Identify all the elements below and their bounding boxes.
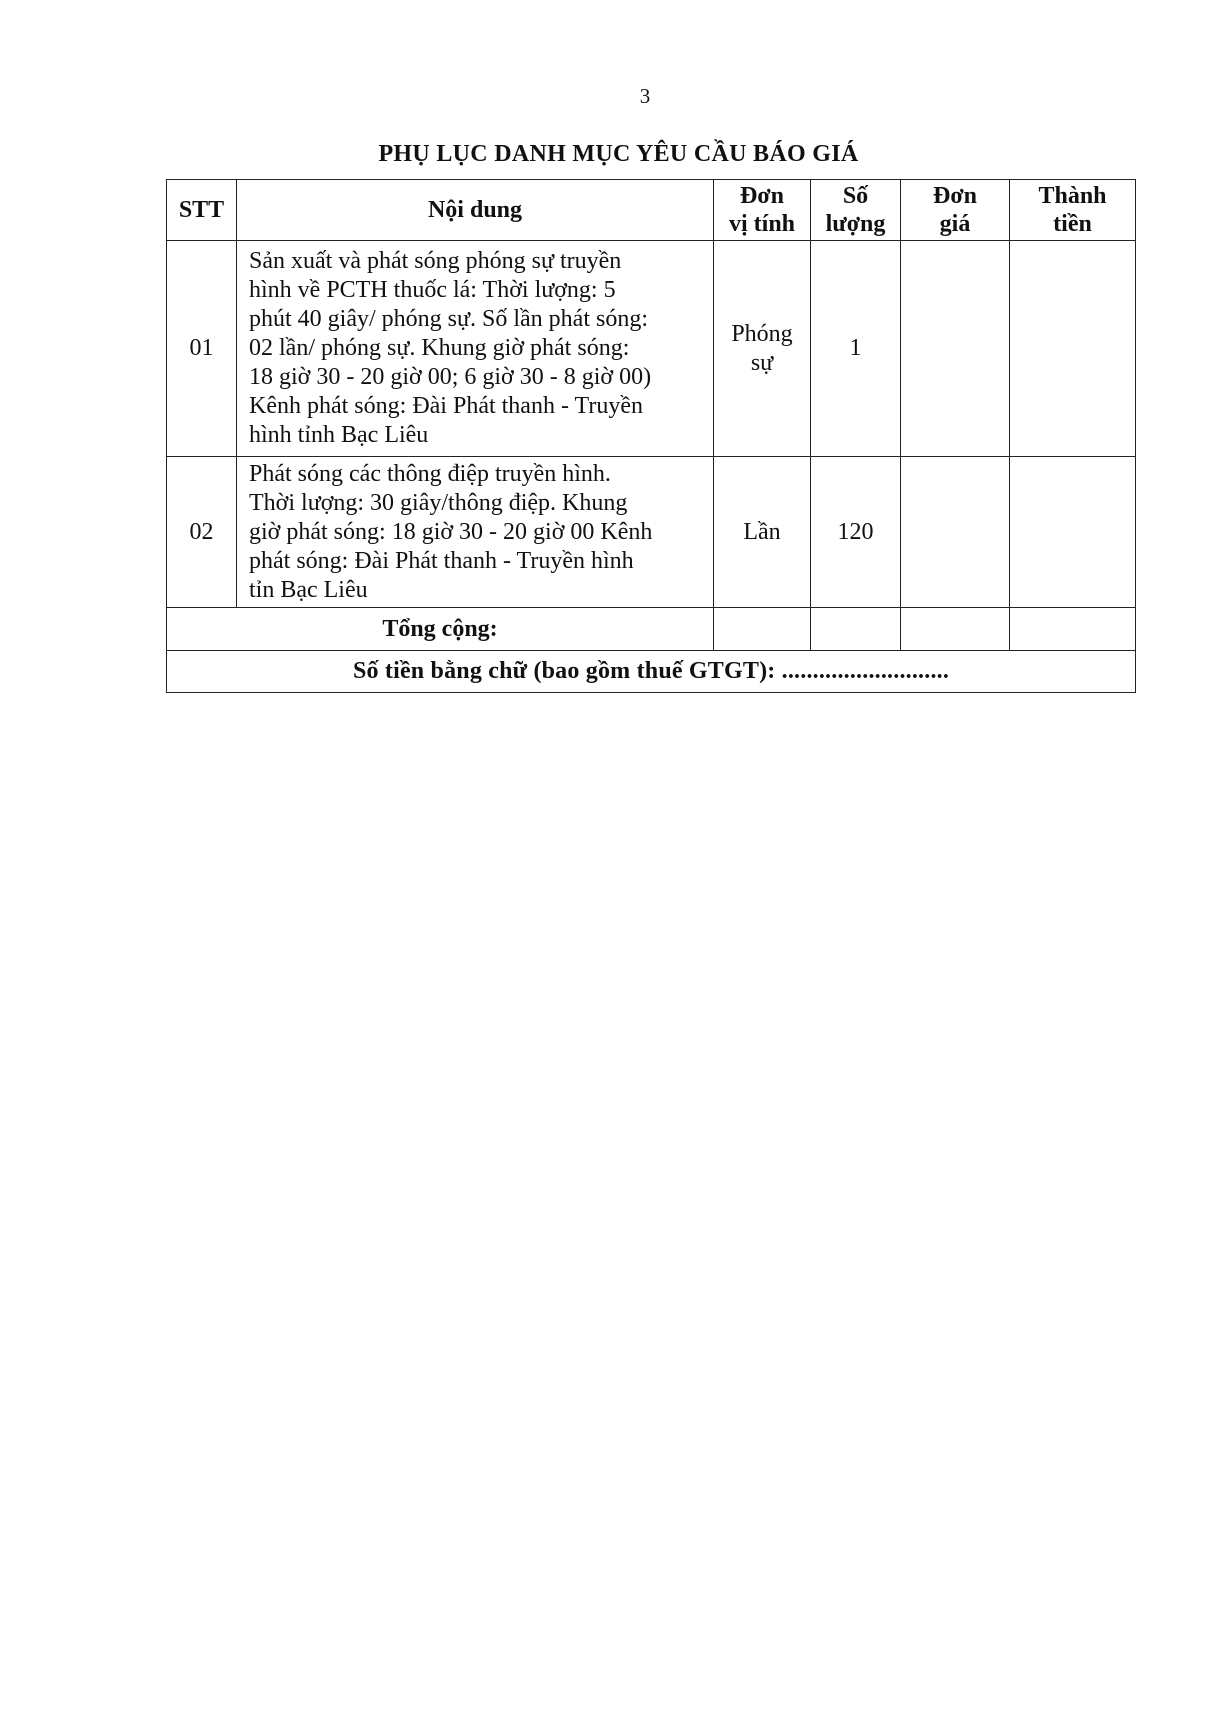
content-line: 02 lần/ phóng sự. Khung giờ phát sóng: bbox=[249, 335, 630, 361]
header-unit bbox=[714, 180, 811, 241]
amount-in-words-row bbox=[167, 651, 1136, 693]
table-header-row bbox=[167, 180, 1136, 241]
header-amount bbox=[1010, 180, 1136, 241]
total-unit-price-cell bbox=[901, 608, 1010, 651]
table-row bbox=[167, 457, 1136, 608]
header-quantity-line2: lượng bbox=[825, 211, 886, 237]
total-row bbox=[167, 608, 1136, 651]
row-unit-line1: Phóng bbox=[731, 320, 793, 347]
row-unit bbox=[714, 241, 811, 457]
content-line: phút 40 giây/ phóng sự. Số lần phát sóng: bbox=[249, 306, 648, 332]
content-line: giờ phát sóng: 18 giờ 30 - 20 giờ 00 Kênh bbox=[249, 518, 653, 545]
header-content: Nội dung bbox=[237, 180, 714, 241]
header-amount-line2: tiền bbox=[1053, 211, 1092, 237]
row-quantity: 1 bbox=[811, 241, 901, 457]
header-unit-price bbox=[901, 180, 1010, 241]
header-amount-line1: Thành bbox=[1038, 183, 1107, 209]
total-amount-cell bbox=[1010, 608, 1136, 651]
total-label: Tổng cộng: bbox=[167, 608, 714, 651]
row-stt: 01 bbox=[167, 241, 237, 457]
row-amount bbox=[1010, 241, 1136, 457]
header-unit-price-line1: Đơn bbox=[933, 183, 977, 209]
content-line: Thời lượng: 30 giây/thông điệp. Khung bbox=[249, 489, 628, 516]
header-quantity-line1: Số bbox=[842, 183, 869, 209]
content-line: Kênh phát sóng: Đài Phát thanh - Truyền bbox=[249, 393, 643, 419]
content-line: tỉn Bạc Liêu bbox=[249, 576, 368, 603]
content-line: Phát sóng các thông điệp truyền hình. bbox=[249, 460, 611, 487]
total-quantity-cell bbox=[811, 608, 901, 651]
content-line: phát sóng: Đài Phát thanh - Truyền hình bbox=[249, 547, 634, 574]
content-line: hình tỉnh Bạc Liêu bbox=[249, 422, 429, 448]
amount-in-words-label: Số tiền bằng chữ (bao gồm thuế GTGT): ........................... bbox=[167, 651, 1136, 693]
page-number: 3 bbox=[639, 84, 651, 108]
quotation-table bbox=[166, 179, 1136, 693]
document-title: PHỤ LỤC DANH MỤC YÊU CẦU BÁO GIÁ bbox=[378, 141, 859, 167]
table-row bbox=[167, 241, 1136, 457]
row-quantity: 120 bbox=[811, 457, 901, 608]
total-unit-cell bbox=[714, 608, 811, 651]
row-unit: Lần bbox=[714, 457, 811, 608]
row-content bbox=[237, 241, 714, 457]
header-unit-price-line2: giá bbox=[939, 211, 971, 237]
row-amount bbox=[1010, 457, 1136, 608]
content-line: hình về PCTH thuốc lá: Thời lượng: 5 bbox=[249, 277, 616, 303]
header-unit-line1: Đơn bbox=[740, 183, 784, 209]
row-unit-price bbox=[901, 241, 1010, 457]
header-unit-line2: vị tính bbox=[728, 211, 796, 237]
header-stt: STT bbox=[167, 180, 237, 241]
header-quantity bbox=[811, 180, 901, 241]
row-unit-line2: sự bbox=[750, 349, 774, 376]
content-line: Sản xuất và phát sóng phóng sự truyền bbox=[249, 248, 622, 274]
row-unit-price bbox=[901, 457, 1010, 608]
row-content bbox=[237, 457, 714, 608]
row-stt: 02 bbox=[167, 457, 237, 608]
content-line: 18 giờ 30 - 20 giờ 00; 6 giờ 30 - 8 giờ 00) bbox=[249, 364, 652, 390]
